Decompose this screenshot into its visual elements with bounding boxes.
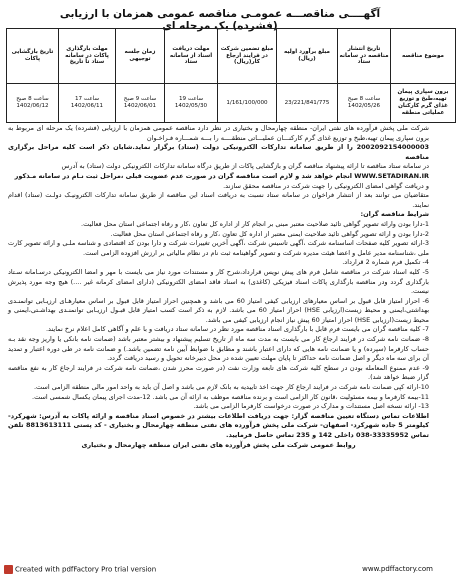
header-guarantee: مبلغ تضمین شرکت در فرایند ارجاع کار(ریال): [218, 29, 277, 84]
condition-item: 10-ارائه کپی ضمانت نامه شرکت در فرایند ارجاع کار جهت اخذ تاییدیه به بانک لازم می باشد و اصل آن باید به واحد امور مالی منطقه الزامی است.: [33, 383, 429, 392]
header-opening-date: تاریخ بازگشایی پاکات: [7, 29, 59, 84]
header-estimate: مبلغ برآورد اولیه (ریال): [277, 29, 338, 84]
header-publish-date: تاریخ انتشار مناقصه در سامانه ستاد: [338, 29, 391, 84]
intro-paragraph: متقاضیان می توانند بعد از انتشار فراخوان در سامانه ستاد نسبت به دریافت اسناد این مناقصه از طریق سامانه تدارکات الکترونیـک دولـت (ستاد) اقدام نمایند.: [8, 191, 429, 209]
table-row: [7, 84, 456, 123]
condition-item: 3-ارائه تصویر کلیه صفحات اساسنامه شرکت ،آگهی تاسیس شرکت ،آگهی آخرین تغییرات شرکت و دارا بودن کد اقتصادی و شناسه ملـی و ارائه تصویر کارت ملی ،شناسنامه مدیر عامل و اعضا هیئت مدیره شرکت و تصویر گواهینامه ثبت نام در نظام مالیاتی بر ارزش افزوده الزامی است.: [8, 239, 429, 257]
condition-item: 4- تکمیل فرم شماره 2 قرارداد.: [342, 258, 429, 267]
page-title: آگهــــی مناقصـــه عمومـی مناقصه عمومی همزمان با ارزیابی (فشرده) یک مرحله ای: [59, 8, 381, 32]
cell-subject: برون سپاری پیمان تهیه،طبخ و توزیع غذای گرم کارکنان عملیاتی منطقه: [391, 84, 456, 123]
header-doc-deadline: مهلت دریافت اسناد از سامانه ستاد: [165, 29, 218, 84]
intro-paragraph: و دریافت گواهی امضای الکترونیکی را جهت شرکت در مناقصه محقق سازند.: [223, 181, 429, 190]
intro-paragraph: در سامانه ستاد مناقصه تا ارائه پیشنهاد مناقصه گران و بازگشایی پاکات از طریق درگاه سامانه تدارکات الکترونیکی دولت (ستاد) به آدرس: [61, 162, 429, 171]
cell-briefing: ساعت 9 صبح 1402/06/01: [116, 84, 165, 123]
condition-item: 2-دارا بودن و ارائه تصویر گواهی تائید صلاحیت ایمنی معتبر از اداره کل تعاون ،کار و رفاه اجتماعی استان محل فعالیت.: [110, 229, 429, 238]
footer-created-text: Created with pdfFactory Pro trial version: [15, 565, 157, 574]
cell-estimate: 23/221/841/775: [277, 84, 338, 123]
cell-doc-deadline: ساعت 19 1402/05/30: [165, 84, 218, 123]
table-header-row: [7, 29, 456, 84]
header-subject: موضوع مناقصه: [391, 29, 456, 84]
tender-table: [6, 28, 456, 123]
tender-number-line: 2002092154000003 را از طریق سامانه تدارکات الکترونیکی دولت (ستاد) برگزار نماید.شایان ذکر است کلیه مراحل برگزاری مناقصه: [8, 143, 429, 161]
condition-item: 8- ضمانت نامه شرکت در فرایند ارجاع کار می بایست به مدت سه ماه از تاریخ تسلیم پیشنهاد و بیشتر معتبر باشد (ضمانت نامه بانکی یا واریز وجه نقد بـه حساب کارفرما (سپرده) و یا ضمانت نامه هایی که دارای اعتبار باشند و مطابق با ضوابط آیین نامه تضمین باشد.) و ضمانت نامه در طی دوره اعتبار و تمدید آن برای سه ماه دیگر و اصل ضمانت نامه حداکثر تا پایان مهلت تعیین شده در محل دبیرخانه تحویل و رسید دریافت گردد.: [8, 335, 429, 363]
signature-line: روابط عمومی شرکت ملی پخش فرآورده های نفتی ایران منطقه چهارمحال و بختیاری: [81, 440, 356, 449]
conditions-heading: شرایط مناقصه گران:: [360, 210, 429, 219]
condition-item: 5- کلیه اسناد شرکت در مناقصه شامل فرم های پیش نویس قرارداد،شرح کار و مستندات مورد نیاز می بایست با مهر و امضا الکترونیکی درسـامانه سـتاد بارگذاری گردد ودر مناقصه بارگذاری پاکات اسناد فیزیکی (کاغذی) به اسناد فاقد امضای الکترونیکی (دارای امضای کرمانه غیر ....) هیچ وجه مورد پذیرش نیست.: [8, 267, 429, 296]
cell-upload-deadline: ساعت 17 1402/06/11: [59, 84, 116, 123]
footer-link[interactable]: www.pdffactory.com: [362, 565, 433, 573]
header-briefing: زمان جلسه توجیهی: [116, 29, 165, 84]
contact-info: اطلاعات تماس دستگاه تعیین مناقصه گزار: جهت دریافت اطلاعات بیشتر در خصوص اسناد مناقصه و ارائه پاکات به آدرس: شهرکرد-کیلومتر 5 جاده شهرکرد- اصفهان- شرکت ملی پخش فرآورده های نفتی منطقه چهارمحال و بختیاری - کد پستی 8813613111 تلفن تماس 33335952-038 داخلی 142 و 235 تماس حاصل فرمایید.: [8, 411, 429, 439]
cell-opening-date: ساعت 8 صبح 1402/06/12: [7, 84, 59, 123]
cell-publish-date: ساعت 8 صبح 1402/05/26: [338, 84, 391, 123]
pdf-icon: [4, 565, 13, 574]
condition-item: 1-دارا بودن وارائه تصویر گواهی تائید صلاحیت معتبر مبنی بر انجام کار از اداره کل تعاون ،کار و رفاه اجتماعی استان محل فعالیت.: [81, 219, 429, 228]
condition-item: 9- عدم ممنوع المعامله بودن در سطح کلیه شرکت های تابعه وزارت نفت (در صورت محرز شدن ،ضمانت نامه شرکت در فرایند ارجاع کار به نفع مناقصه گزار ضبط خواهد شد).: [8, 363, 429, 382]
footer-left: [4, 565, 156, 574]
condition-item: 11-بیمه کارفرما و بیمه مسئولیت ،قانون کار الزامی است و برنده مناقصه موظف به ارائه آن می باشد. 12-مدت اجرای پیمان یکسال شمسی است.: [32, 392, 429, 401]
condition-item: 6- احراز امتیاز قابل قبول بر اساس معیارهای ارزیابی کیفی امتیاز 60 می باشد و همچنین احراز امتیاز قابل قبول بر اساس معیارهـای ارزیـابی توانمنـدی بهداشتی،ایمنی و محیط زیست(ارزیابی HSE) احراز امتیاز 60 می باشد. لازم به ذکر است کسب امتیاز قابل قبـول ارزیـابی توانمنـدی بهداشـتی،ایمنی و محیط زیست(ارزیابی HSE) احراز امتیاز 60 پیش نیاز انجام ارزیابی کیفی می باشد.: [8, 296, 429, 324]
condition-item: 7- کلیه مناقصه گران می بایست فرم قابل با بارگذاری اسناد مناقصه مورد نظر در سامانه ستاد دریافت و با علم و آگاهی کامل اعلام نرخ نمایند.: [45, 325, 429, 334]
website-line[interactable]: WWW.SETADIRAN.IR انجام خواهد شد و لازم است مناقصه گران در صورت عدم عضویت قبلی ،مراحل ثبت نـام در سامانه مـذکور: [14, 171, 429, 180]
intro-paragraph: شرکت ملی پخش فرآورده های نفتی ایران- منطقه چهارمحال و بختیاری در نظر دارد مناقصه عمومی همزمان با ارزیابی (فشرده) یک مرحله ای مربوط به برون سپاری پیمان تهیه،طبخ و توزیع غذای گرم کارکنـــان عملیـــاتی منطقــــه را بـــه شمـــاره فـراخـوان: [8, 124, 429, 142]
pdf-footer: [0, 563, 437, 576]
cell-guarantee: 1/161/100/000: [218, 84, 277, 123]
notice-body: [8, 124, 429, 450]
header-upload-deadline: مهلت بارگذاری پاکات در سامانه ستاد تا تاریخ: [59, 29, 116, 84]
condition-item: 13- ارائه نسخه اصل مستندات و مدارک در صورت درخواست کارفرما الزامی می باشد.: [193, 402, 429, 411]
